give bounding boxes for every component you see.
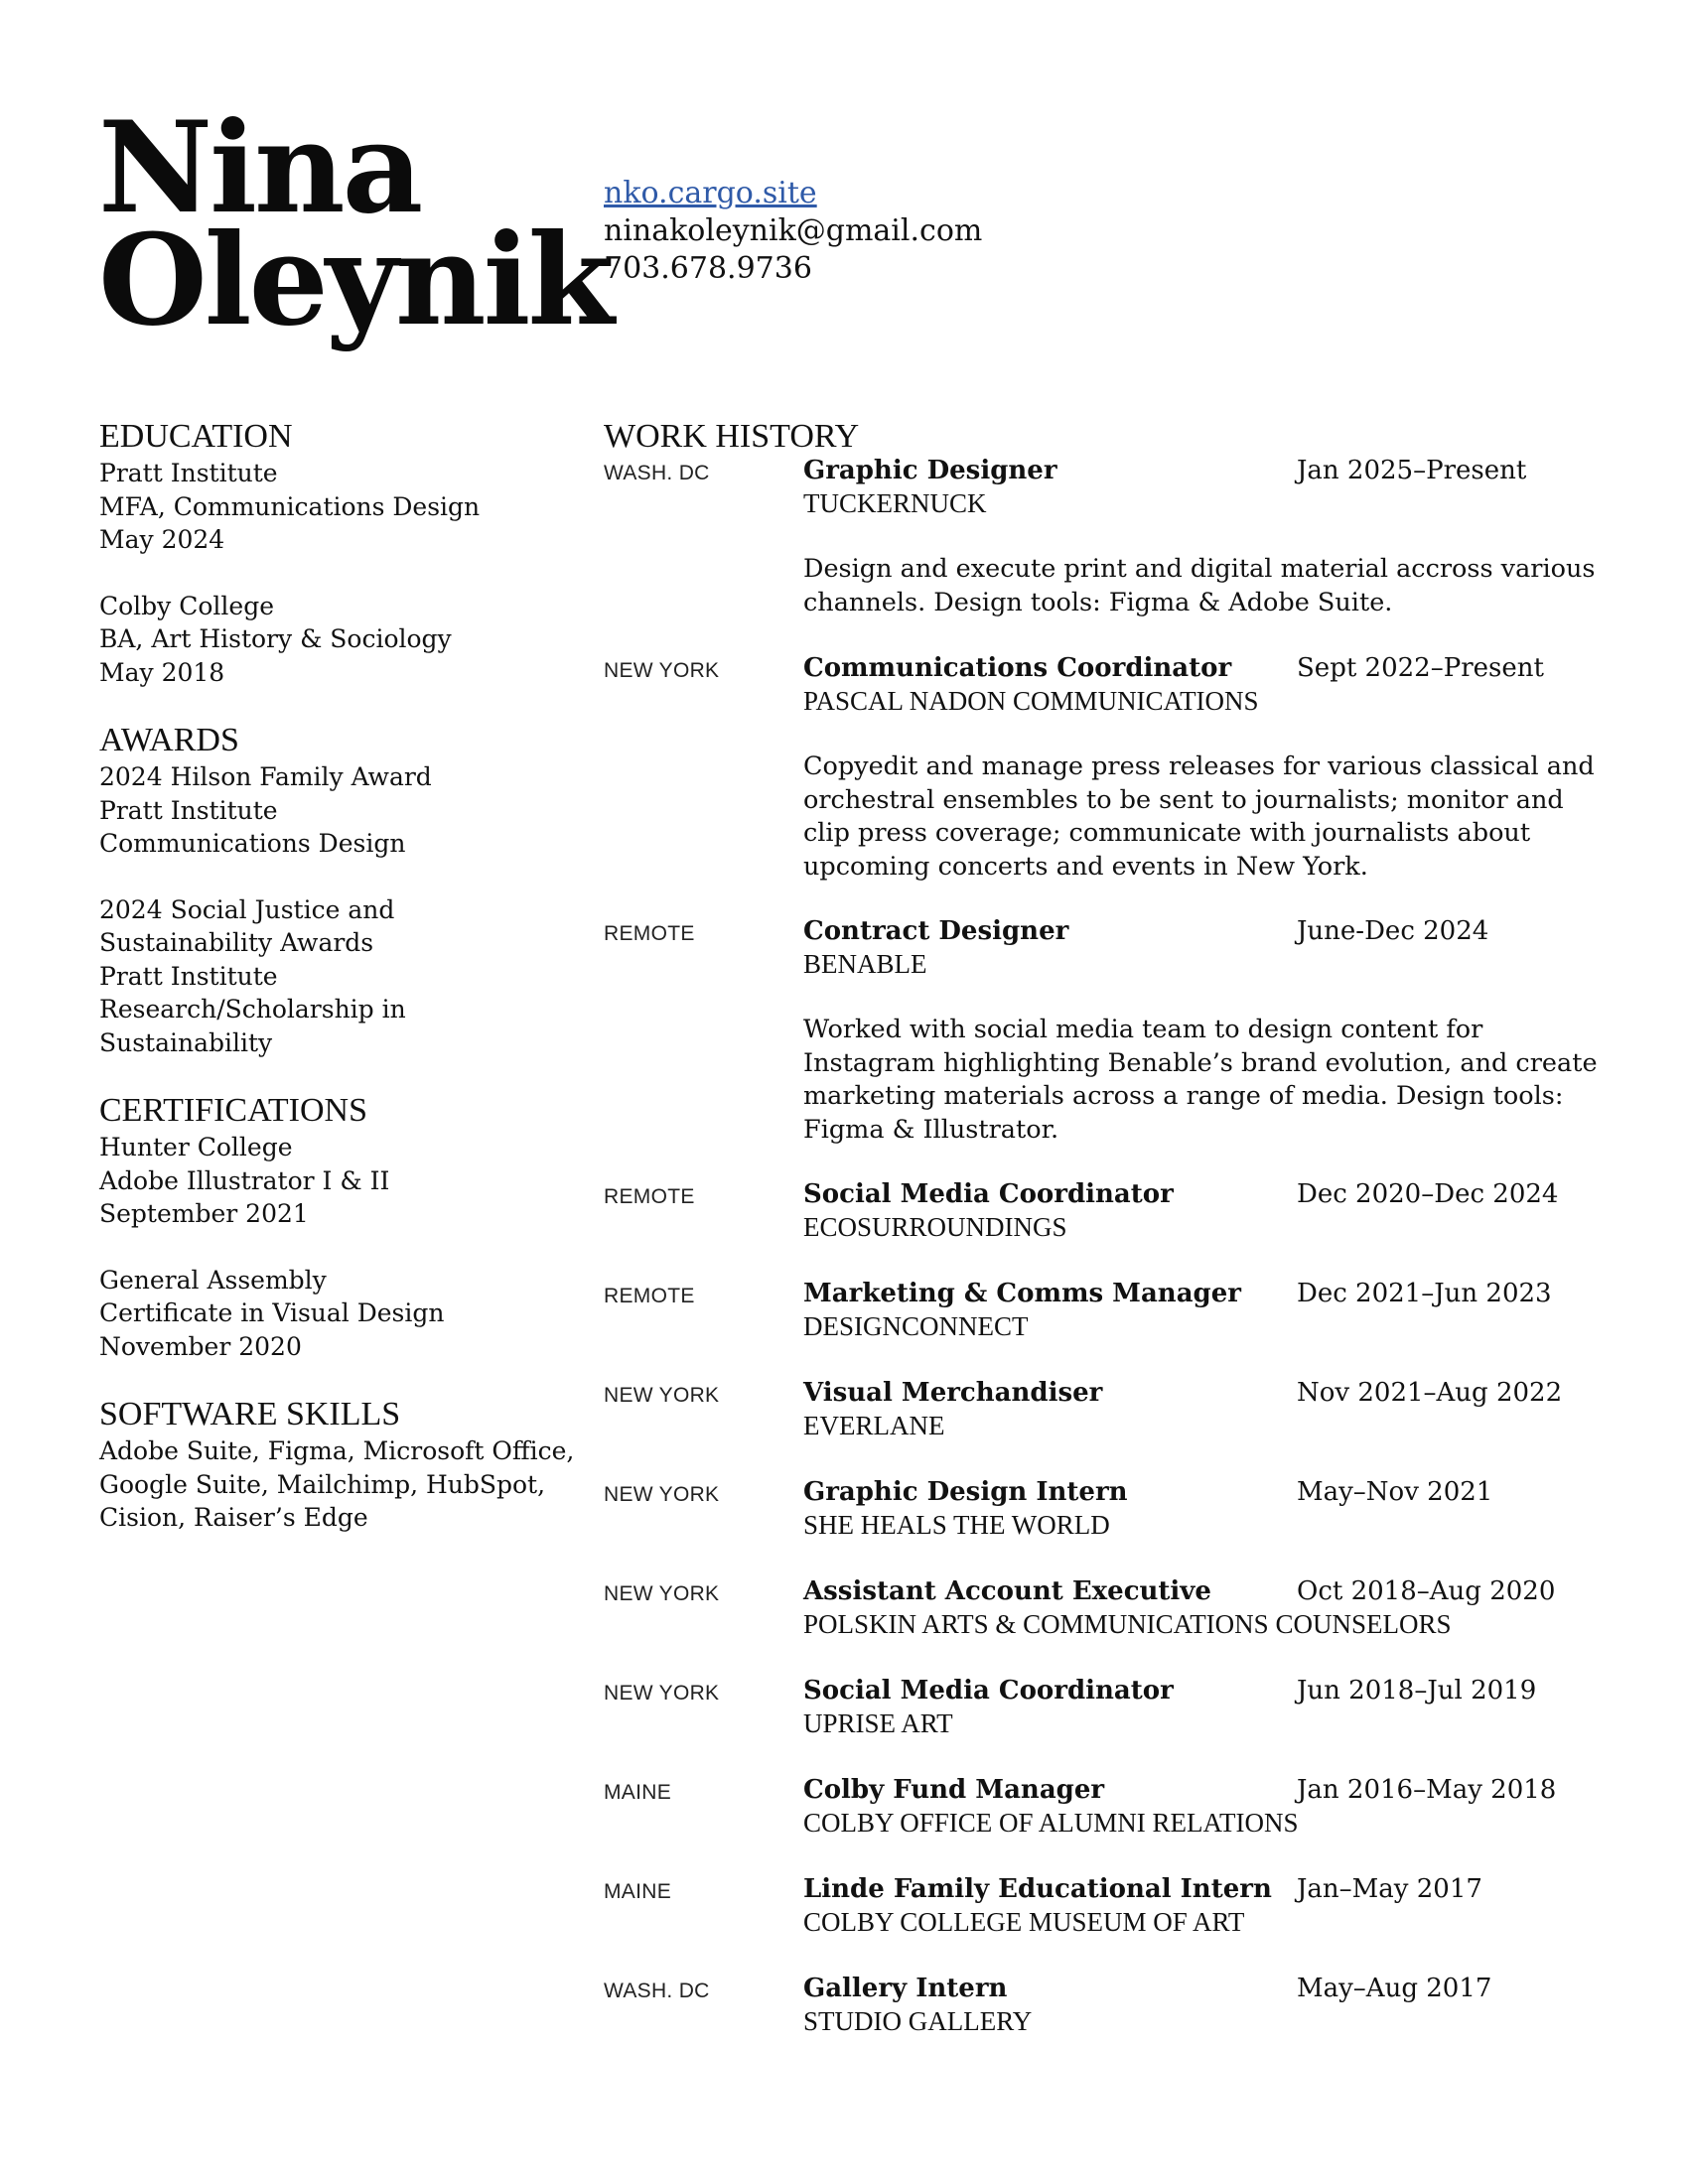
certification-line: Hunter College bbox=[99, 1133, 293, 1161]
certification-line: Certificate in Visual Design bbox=[99, 1298, 445, 1327]
job-company: EVERLANE bbox=[803, 1411, 945, 1440]
award-entry bbox=[99, 760, 576, 861]
education-degree: MFA, Communications Design bbox=[99, 491, 481, 521]
job-company: UPRISE ART bbox=[803, 1708, 953, 1738]
job-dates: May–Nov 2021 bbox=[1297, 1477, 1493, 1507]
education-heading: EDUCATION bbox=[99, 418, 293, 455]
job-company: PASCAL NADON COMMUNICATIONS bbox=[803, 686, 1259, 716]
job-dates: Jan–May 2017 bbox=[1297, 1874, 1482, 1904]
job-location: REMOTE bbox=[604, 1185, 695, 1208]
job-company: DESIGNCONNECT bbox=[803, 1311, 1029, 1341]
award-line: 2024 Social Justice and bbox=[99, 894, 395, 924]
job-title: Assistant Account Executive bbox=[803, 1576, 1211, 1606]
education-school: Pratt Institute bbox=[99, 459, 278, 487]
website-link[interactable]: nko.cargo.site bbox=[604, 176, 817, 210]
software-line: Adobe Suite, Figma, Microsoft Office, bbox=[99, 1436, 575, 1465]
job-dates: Dec 2021–Jun 2023 bbox=[1297, 1279, 1552, 1308]
certifications-section bbox=[99, 1091, 576, 1363]
certification-line: November 2020 bbox=[99, 1331, 302, 1361]
certification-entry bbox=[99, 1264, 576, 1364]
job-location: NEW YORK bbox=[604, 1682, 720, 1705]
job-title: Social Media Coordinator bbox=[803, 1179, 1174, 1209]
job-title: Colby Fund Manager bbox=[803, 1775, 1105, 1805]
job-location: NEW YORK bbox=[604, 1384, 720, 1407]
certification-line: General Assembly bbox=[99, 1265, 327, 1295]
award-line: Pratt Institute bbox=[99, 961, 278, 991]
job-location: MAINE bbox=[604, 1880, 672, 1903]
job-location: NEW YORK bbox=[604, 1582, 720, 1605]
awards-section bbox=[99, 721, 576, 1059]
job-dates: Jun 2018–Jul 2019 bbox=[1297, 1676, 1537, 1706]
job-title: Graphic Designer bbox=[803, 456, 1057, 485]
job-title: Linde Family Educational Intern bbox=[803, 1874, 1272, 1904]
award-line: Pratt Institute bbox=[99, 795, 278, 825]
job-dates: June-Dec 2024 bbox=[1297, 916, 1489, 946]
job-company: BENABLE bbox=[803, 949, 927, 979]
job-title: Gallery Intern bbox=[803, 1974, 1008, 2003]
software-line: Cision, Raiser’s Edge bbox=[99, 1503, 368, 1532]
phone-text: 703.678.9736 bbox=[604, 251, 812, 286]
job-title: Contract Designer bbox=[803, 916, 1069, 946]
job-location: MAINE bbox=[604, 1781, 672, 1804]
job-dates: May–Aug 2017 bbox=[1297, 1974, 1492, 2003]
job-title: Social Media Coordinator bbox=[803, 1676, 1174, 1706]
software-heading: SOFTWARE SKILLS bbox=[99, 1396, 401, 1433]
first-name: Nina bbox=[98, 94, 421, 241]
software-line: Google Suite, Mailchimp, HubSpot, bbox=[99, 1469, 546, 1499]
job-title: Graphic Design Intern bbox=[803, 1477, 1128, 1507]
certification-entry bbox=[99, 1131, 576, 1231]
job-location: NEW YORK bbox=[604, 1483, 720, 1506]
job-title: Marketing & Comms Manager bbox=[803, 1279, 1241, 1308]
job-title: Visual Merchandiser bbox=[803, 1378, 1103, 1408]
job-company: COLBY OFFICE OF ALUMNI RELATIONS bbox=[803, 1808, 1299, 1838]
software-section bbox=[99, 1395, 576, 1535]
certifications-heading: CERTIFICATIONS bbox=[99, 1092, 367, 1129]
job-dates: Sept 2022–Present bbox=[1297, 653, 1544, 683]
job-company: STUDIO GALLERY bbox=[803, 2006, 1033, 2036]
job-location: REMOTE bbox=[604, 922, 695, 945]
education-date: May 2024 bbox=[99, 525, 225, 554]
award-line: 2024 Hilson Family Award bbox=[99, 762, 432, 791]
award-line: Communications Design bbox=[99, 829, 406, 858]
awards-heading: AWARDS bbox=[99, 722, 239, 758]
job-title: Communications Coordinator bbox=[803, 653, 1232, 683]
job-company: TUCKERNUCK bbox=[803, 488, 987, 518]
job-company: COLBY COLLEGE MUSEUM OF ART bbox=[803, 1907, 1245, 1937]
certification-line: Adobe Illustrator I & II bbox=[99, 1165, 390, 1195]
job-description: Design and execute print and digital material accross various channels. Design tools: Figma & Adobe Suite. bbox=[803, 554, 1596, 617]
award-line: Sustainability Awards bbox=[99, 928, 374, 957]
resume-name bbox=[98, 94, 612, 353]
job-dates: Dec 2020–Dec 2024 bbox=[1297, 1179, 1559, 1209]
award-entry bbox=[99, 893, 576, 1060]
job-dates: Oct 2018–Aug 2020 bbox=[1297, 1576, 1556, 1606]
job-dates: Jan 2016–May 2018 bbox=[1297, 1775, 1557, 1805]
education-degree: BA, Art History & Sociology bbox=[99, 624, 452, 653]
education-entry bbox=[99, 457, 576, 557]
job-company: SHE HEALS THE WORLD bbox=[803, 1510, 1110, 1540]
education-date: May 2018 bbox=[99, 657, 225, 687]
left-column bbox=[99, 417, 576, 1567]
job-description: Copyedit and manage press releases for various classical and orchestral ensembles to be sent to journalists; monitor and clip press coverage; communicate with journalists about upcoming concerts and events in New York. bbox=[803, 751, 1595, 882]
job-dates: Nov 2021–Aug 2022 bbox=[1297, 1378, 1563, 1408]
certification-line: September 2021 bbox=[99, 1199, 309, 1228]
education-entry bbox=[99, 590, 576, 690]
job-dates: Jan 2025–Present bbox=[1297, 456, 1527, 485]
job-description: Worked with social media team to design content for Instagram highlighting Benable’s brand evolution, and create marketing materials across a range of media. Design tools: Figma & Illustrator. bbox=[803, 1015, 1598, 1145]
work-history-heading: WORK HISTORY bbox=[604, 418, 860, 455]
job-location: WASH. DC bbox=[604, 462, 710, 484]
last-name: Oleynik bbox=[98, 206, 612, 353]
award-line: Research/Scholarship in bbox=[99, 995, 406, 1024]
education-school: Colby College bbox=[99, 591, 275, 620]
job-location: REMOTE bbox=[604, 1285, 695, 1307]
job-location: NEW YORK bbox=[604, 659, 720, 682]
contact-info bbox=[604, 175, 982, 288]
job-company: ECOSURROUNDINGS bbox=[803, 1212, 1067, 1242]
email-text: ninakoleynik@gmail.com bbox=[604, 213, 983, 248]
award-line: Sustainability bbox=[99, 1027, 273, 1057]
education-section bbox=[99, 417, 576, 689]
job-location: WASH. DC bbox=[604, 1979, 710, 2002]
job-company: POLSKIN ARTS & COMMUNICATIONS COUNSELORS bbox=[803, 1609, 1452, 1639]
